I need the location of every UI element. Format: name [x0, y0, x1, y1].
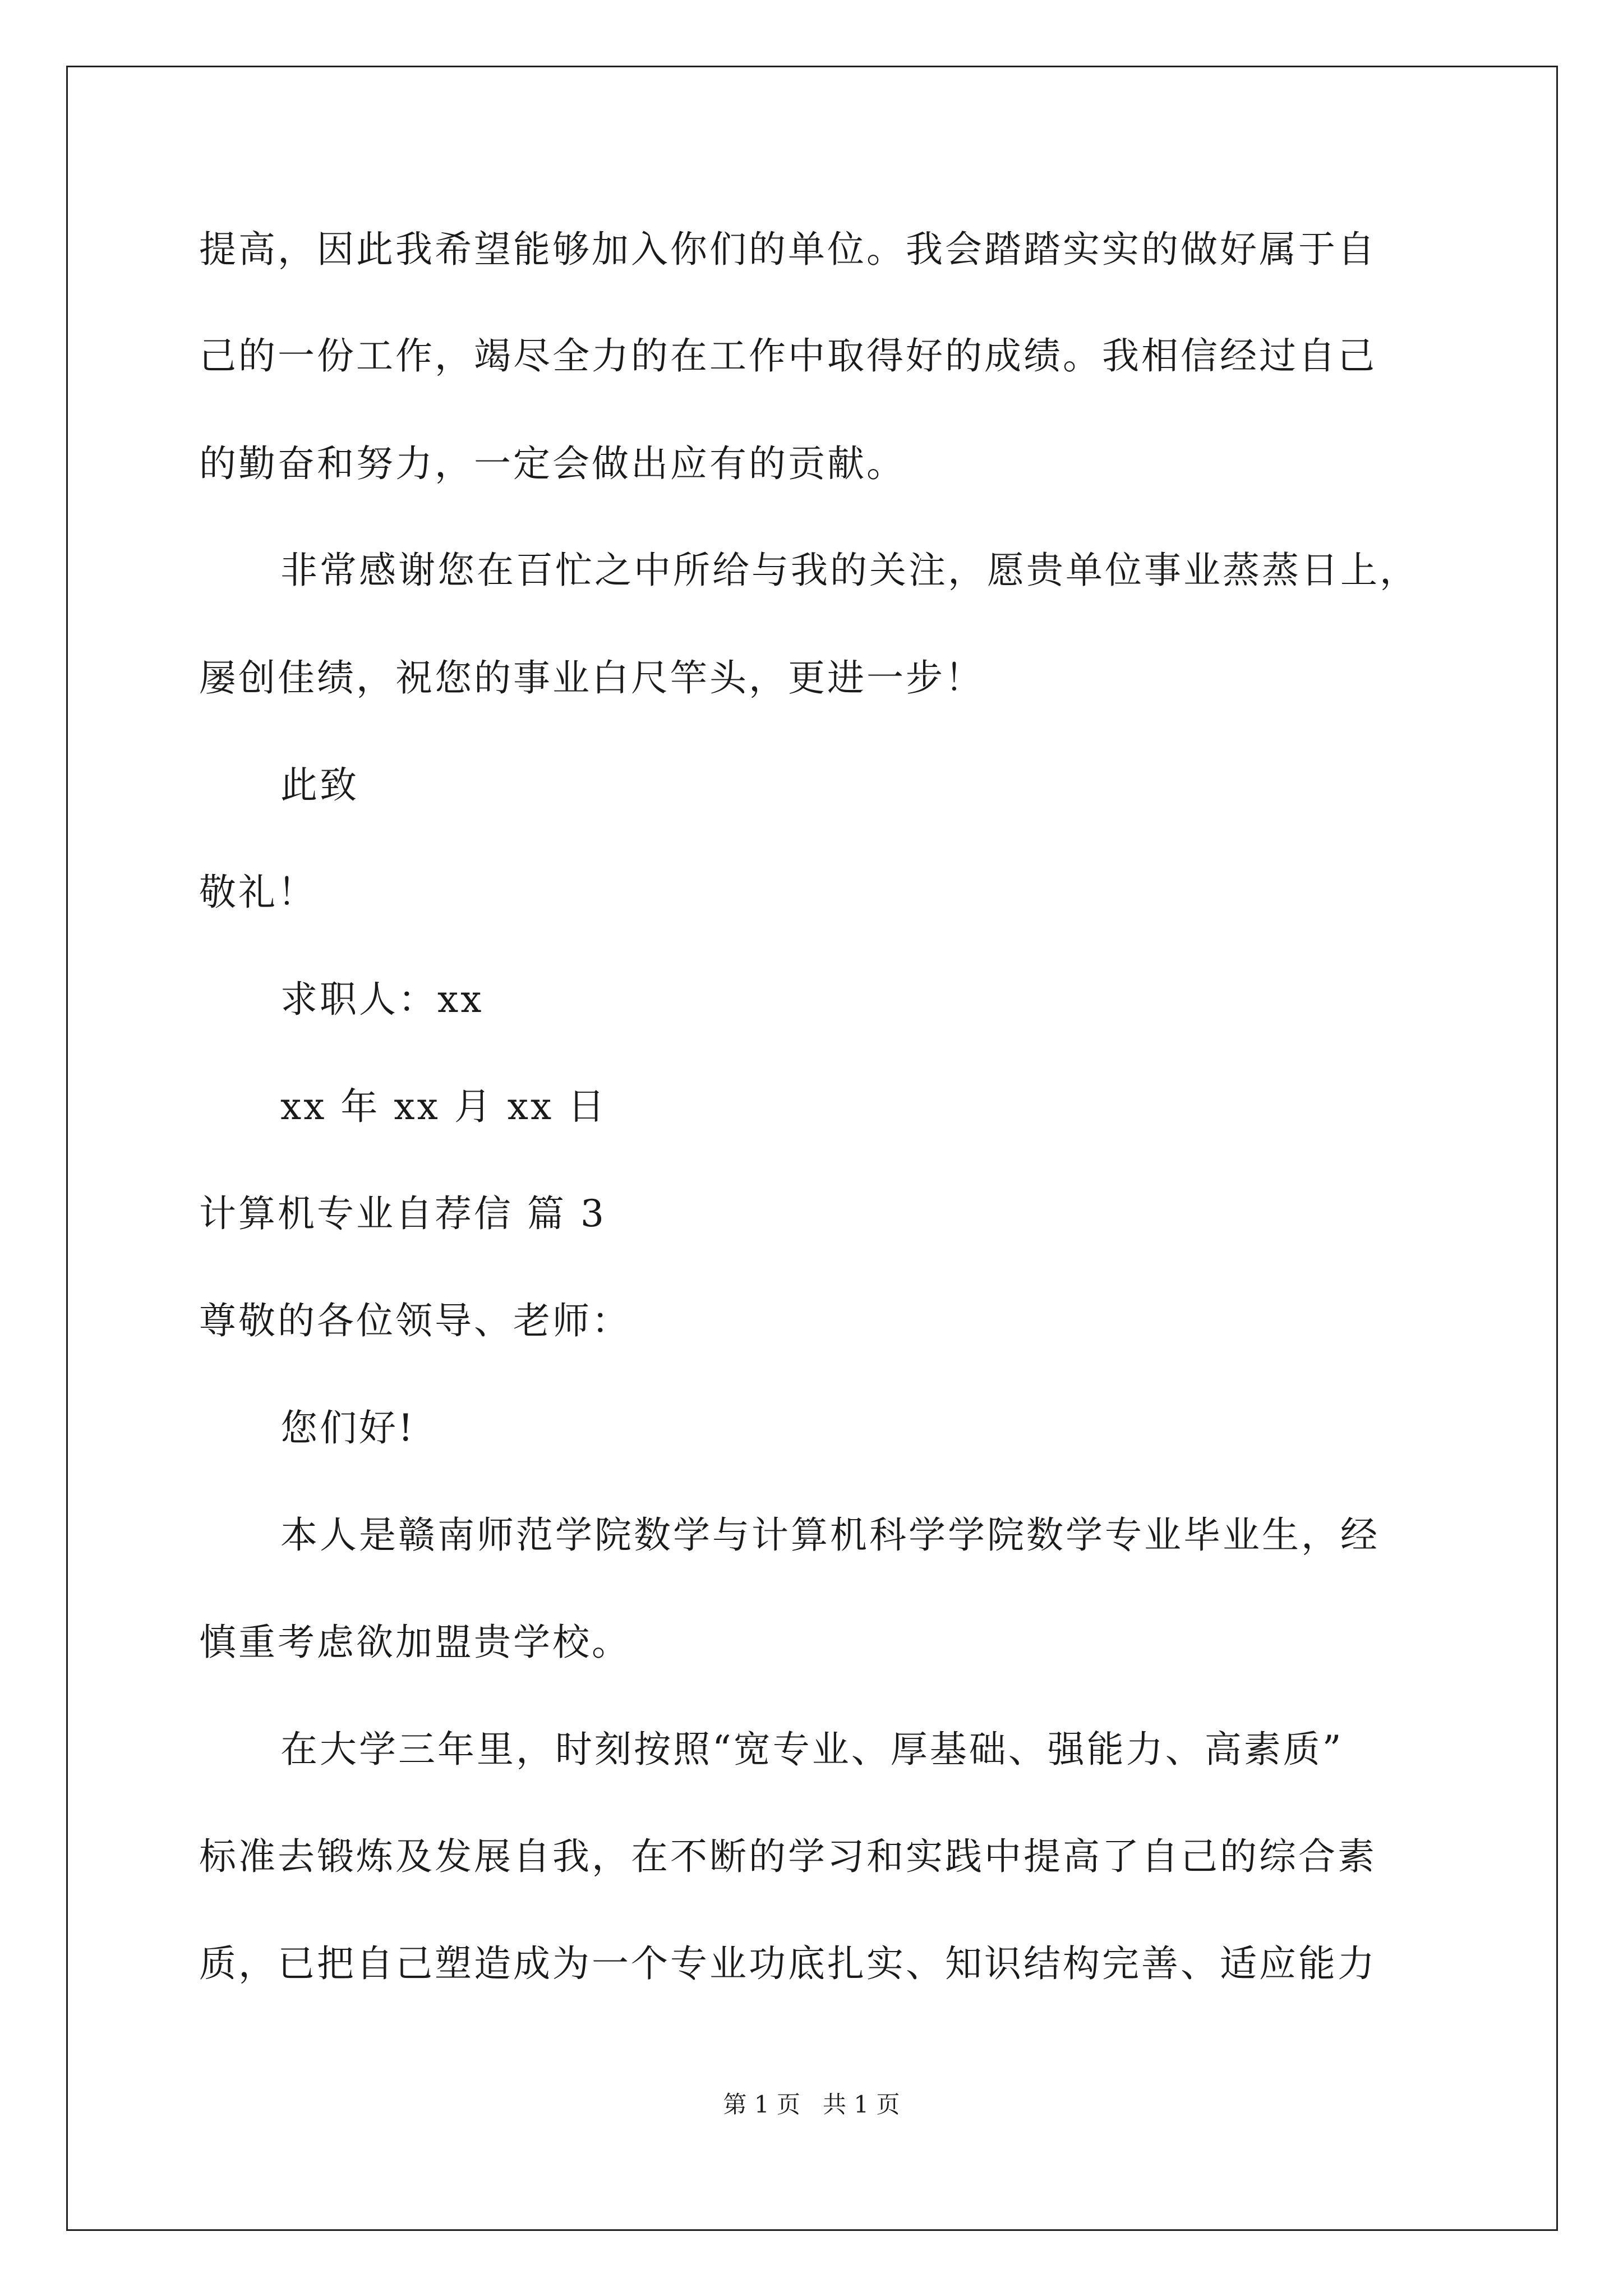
- page-border: [66, 66, 1558, 2231]
- greeting-line: 您们好!: [280, 1406, 416, 1450]
- closing-line: 此致: [280, 763, 359, 807]
- salutation-line: 敬礼！: [199, 871, 317, 914]
- body-line-13: 本人是赣南师范学院数学与计算机科学学院数学专业毕业生，经: [280, 1513, 1380, 1557]
- body-line-14: 慎重考虑欲加盟贵学校。: [199, 1621, 631, 1664]
- body-line-2: 己的一份工作，竭尽全力的在工作中取得好的成绩。我相信经过自己: [199, 334, 1377, 378]
- section-title: 计算机专业自荐信 篇 3: [199, 1192, 606, 1235]
- body-line-16: 标准去锻炼及发展自我，在不断的学习和实践中提高了自己的综合素: [199, 1835, 1377, 1878]
- greeting-recipient: 尊敬的各位领导、老师：: [199, 1299, 631, 1342]
- applicant-line: 求职人：xx: [280, 978, 484, 1021]
- body-line-5: 屡创佳绩，祝您的事业白尺竿头，更进一步！: [199, 656, 984, 700]
- page-footer: 第 1 页 共 1 页: [723, 2091, 900, 2118]
- body-line-3: 的勤奋和努力，一定会做出应有的贡献。: [199, 442, 906, 485]
- body-line-1: 提高，因此我希望能够加入你们的单位。我会踏踏实实的做好属于自: [199, 228, 1377, 271]
- body-line-15: 在大学三年里，时刻按照“宽专业、厚基础、强能力、高素质”: [280, 1728, 1344, 1771]
- date-line: xx 年 xx 月 xx 日: [280, 1085, 607, 1128]
- body-line-17: 质，已把自己塑造成为一个专业功底扎实、知识结构完善、适应能力: [199, 1942, 1377, 1985]
- body-line-4: 非常感谢您在百忙之中所给与我的关注，愿贵单位事业蒸蒸日上，: [280, 549, 1419, 592]
